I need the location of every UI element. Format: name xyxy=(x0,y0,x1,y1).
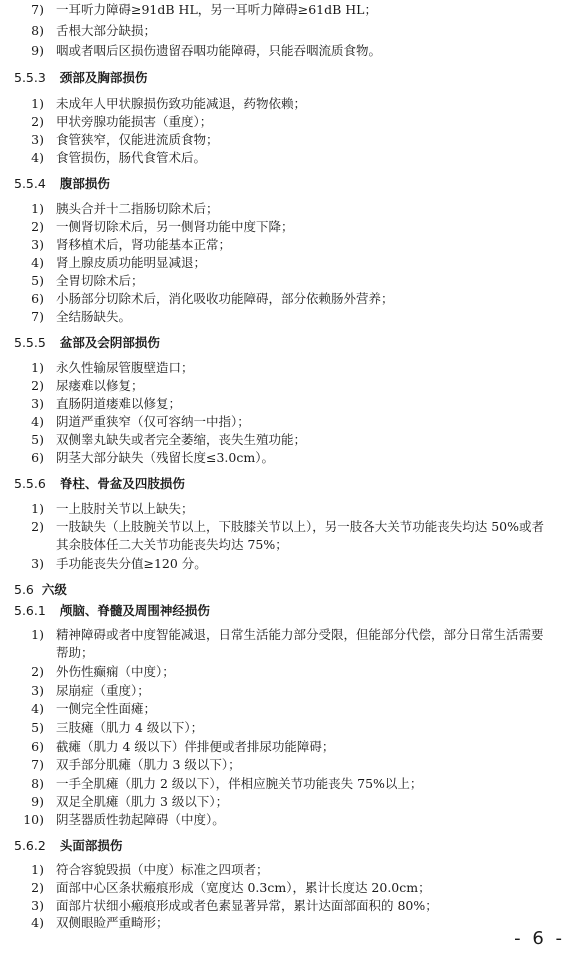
section-heading: 5.6.2 头面部损伤 xyxy=(14,838,123,853)
section-heading: 5.5.6 脊柱、骨盆及四肢损伤 xyxy=(14,476,185,491)
section-heading: 5.5.5 盆部及会阴部损伤 xyxy=(14,335,160,350)
page-number: - 6 - xyxy=(514,928,565,949)
section-heading: 5.6.1 颅脑、脊髓及周围神经损伤 xyxy=(14,603,210,618)
section-heading: 5.5.3 颈部及胸部损伤 xyxy=(14,70,148,85)
section-heading: 5.5.4 腹部损伤 xyxy=(14,176,110,191)
document-page: 7) 一耳听力障碍≥91dB HL，另一耳听力障碍≥61dB HL； 8) 舌根大部分缺损； 9) 咽或者咽后区损伤遗留吞咽功能障碍，只能吞咽流质食物。 5.5.3 颈部及胸部损伤 1) 未成年人甲状腺损伤致功能减退，药物依赖； 2) 甲状旁腺功能损害（重度）； 3) 食管狭窄，仅能进流质食物； 4) 食管损伤，肠代食管术后。 5.5.4 腹部损伤 1) 胰头合并十二指肠切除术后； 2) 一侧肾切除术后，另一侧肾功能中度下降； 3) 肾移植术后，肾功能基本正常； 4) 肾上腺皮质功能明显减退； 5) 全胃切除术后； 6) 小肠部分切除术后，消化吸收功能障碍，部分依赖肠外营养； 7) 全结肠缺失。 5.5.5 盆部及会阴部损伤 1) 永久性输尿管腹壁造口； 2) 尿瘘难以修复； 3) 直肠阴道瘘难以修复； 4) 阴道严重狭窄（仅可容纳一中指）； 5) 双侧睾丸缺失或者完全萎缩，丧失生殖功能； 6) 阴茎大部分缺失（残留长度≤3.0cm）。 5.5.6 脊柱、骨盆及四肢损伤 1) 一上肢肘关节以上缺失； 2) 一肢缺失（上肢腕关节以上，下肢膝关节以上），另一肢各大关节功能丧失均达 50%或者 其余肢体任二大关节功能丧失均达 75%； 3) 手功能丧失分值≥120 分。 5.6 六级 5.6.1 颅脑、脊髓及周围神经损伤 1) 精神障碍或者中度智能减退，日常生活能力部分受限，但能部分代偿，部分日常生活需要 帮助； 2) 外伤性癫痫（中度）； 3) 尿崩症（重度）； 4) 一侧完全性面瘫； 5) 三肢瘫（肌力 4 级以下）； 6) 截瘫（肌力 4 级以下）伴排便或者排尿功能障碍； 7) 双手部分肌瘫（肌力 3 级以下）； 8) 一手全肌瘫（肌力 2 级以下），伴相应腕关节功能丧失 75%以上； 9) 双足全肌瘫（肌力 3 级以下）； 10) 阴茎器质性勃起障碍（中度）。 5.6.2 头面部损伤 1) 符合容貌毁损（中度）标准之四项者； 2) 面部中心区条状瘢痕形成（宽度达 0.3cm），累计长度达 20.0cm； 3) 面部片状细小瘢痕形成或者色素显著异常，累计达面部面积的 80%； 4) 双侧眼睑严重畸形； - 6 - xyxy=(14,2,565,949)
section-heading: 5.6 六级 xyxy=(14,582,67,597)
